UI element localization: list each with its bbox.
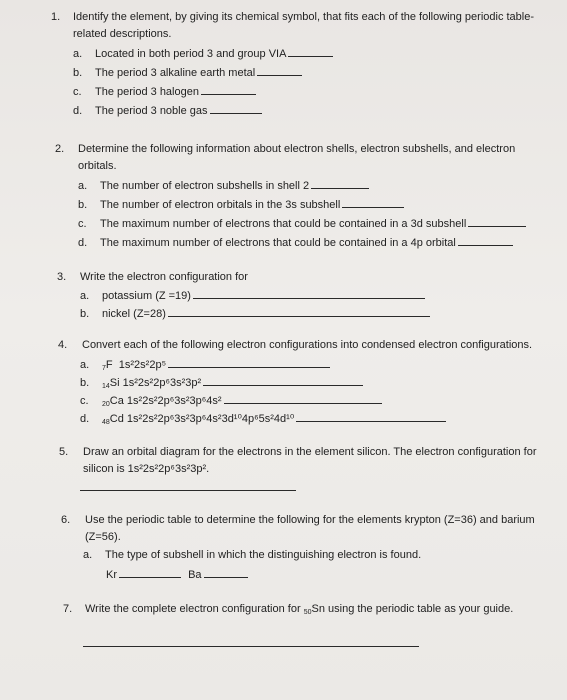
answer-blank[interactable] <box>468 215 526 227</box>
question-text-line-2: silicon is 1s²2s²2p⁶3s²3p². <box>83 463 210 475</box>
q2-item-b: b. The number of electron orbitals in the 3s subshell <box>78 196 404 214</box>
q2-item-c: c. The maximum number of electrons that could be contained in a 3d subshell <box>78 215 526 233</box>
question-number: 1. <box>51 11 61 23</box>
q2-item-d: d. The maximum number of electrons that could be contained in a 4p orbital <box>78 234 513 252</box>
answer-blank[interactable] <box>203 374 363 386</box>
question-number: 7. <box>63 603 73 615</box>
q1-item-b: b. The period 3 alkaline earth metal <box>73 64 302 82</box>
answer-blank[interactable] <box>311 177 369 189</box>
question-text: Identify the element, by giving its chemical symbol, that fits each of the following periodic table-related descriptions. <box>73 11 535 40</box>
q6-answers <box>106 566 248 584</box>
answer-blank[interactable] <box>257 64 302 76</box>
answer-blank[interactable] <box>210 102 262 114</box>
question-text: Convert each of the following electron configurations into condensed electron configurations. <box>82 339 533 351</box>
q1-item-a: a. Located in both period 3 and group VIA <box>73 45 333 63</box>
question-text-line-1: Draw an orbital diagram for the electrons in the element silicon. The electron configuration for <box>83 446 537 458</box>
answer-line[interactable] <box>83 645 419 647</box>
kr-label: Kr <box>106 569 117 581</box>
q6-item-a: a. The type of subshell in which the distinguishing electron is found. <box>83 549 422 561</box>
answer-blank[interactable] <box>458 234 513 246</box>
q4-item-c: c. $_{20}$Ca 1s²2s²2p⁶3s²3p⁶4s² <box>80 392 382 410</box>
answer-blank[interactable] <box>296 410 446 422</box>
answer-blank[interactable] <box>224 392 382 404</box>
q3-item-a: a. potassium (Z =19) <box>80 287 425 305</box>
question-number: 2. <box>55 143 65 155</box>
answer-blank[interactable] <box>193 287 425 299</box>
q4-item-a: a. $_7$F 1s²2s²2p⁵ <box>80 356 330 374</box>
question-text: Write the complete electron configuration for $_{50}$Sn using the periodic table as your guide. <box>85 603 514 616</box>
q1-item-d: d. The period 3 noble gas <box>73 102 262 120</box>
answer-blank[interactable] <box>168 305 430 317</box>
kr-answer-blank[interactable] <box>119 566 181 578</box>
question-text: Use the periodic table to determine the following for the elements krypton (Z=36) and barium (Z=56). <box>85 514 535 543</box>
question-text: Write the electron configuration for <box>80 271 248 283</box>
question-number: 5. <box>59 446 69 458</box>
q2-item-a: a. The number of electron subshells in shell 2 <box>78 177 369 195</box>
question-number: 6. <box>61 514 71 526</box>
answer-line[interactable] <box>80 489 296 491</box>
ba-answer-blank[interactable] <box>204 566 248 578</box>
question-text: Determine the following information about electron shells, electron subshells, and electron orbitals. <box>78 143 516 172</box>
q1-item-c: c. The period 3 halogen <box>73 83 256 101</box>
ba-label: Ba <box>188 569 202 581</box>
q4-item-d: d. $_{48}$Cd 1s²2s²2p⁶3s²3p⁶4s²3d¹⁰4p⁶5s²4d¹⁰ <box>80 410 446 428</box>
answer-blank[interactable] <box>201 83 256 95</box>
answer-blank[interactable] <box>342 196 404 208</box>
question-number: 4. <box>58 339 68 351</box>
q4-item-b: b. $_{14}$Si 1s²2s²2p⁶3s²3p² <box>80 374 363 392</box>
answer-blank[interactable] <box>168 356 330 368</box>
answer-blank[interactable] <box>288 45 333 57</box>
question-number: 3. <box>57 271 67 283</box>
q3-item-b: b. nickel (Z=28) <box>80 305 430 323</box>
